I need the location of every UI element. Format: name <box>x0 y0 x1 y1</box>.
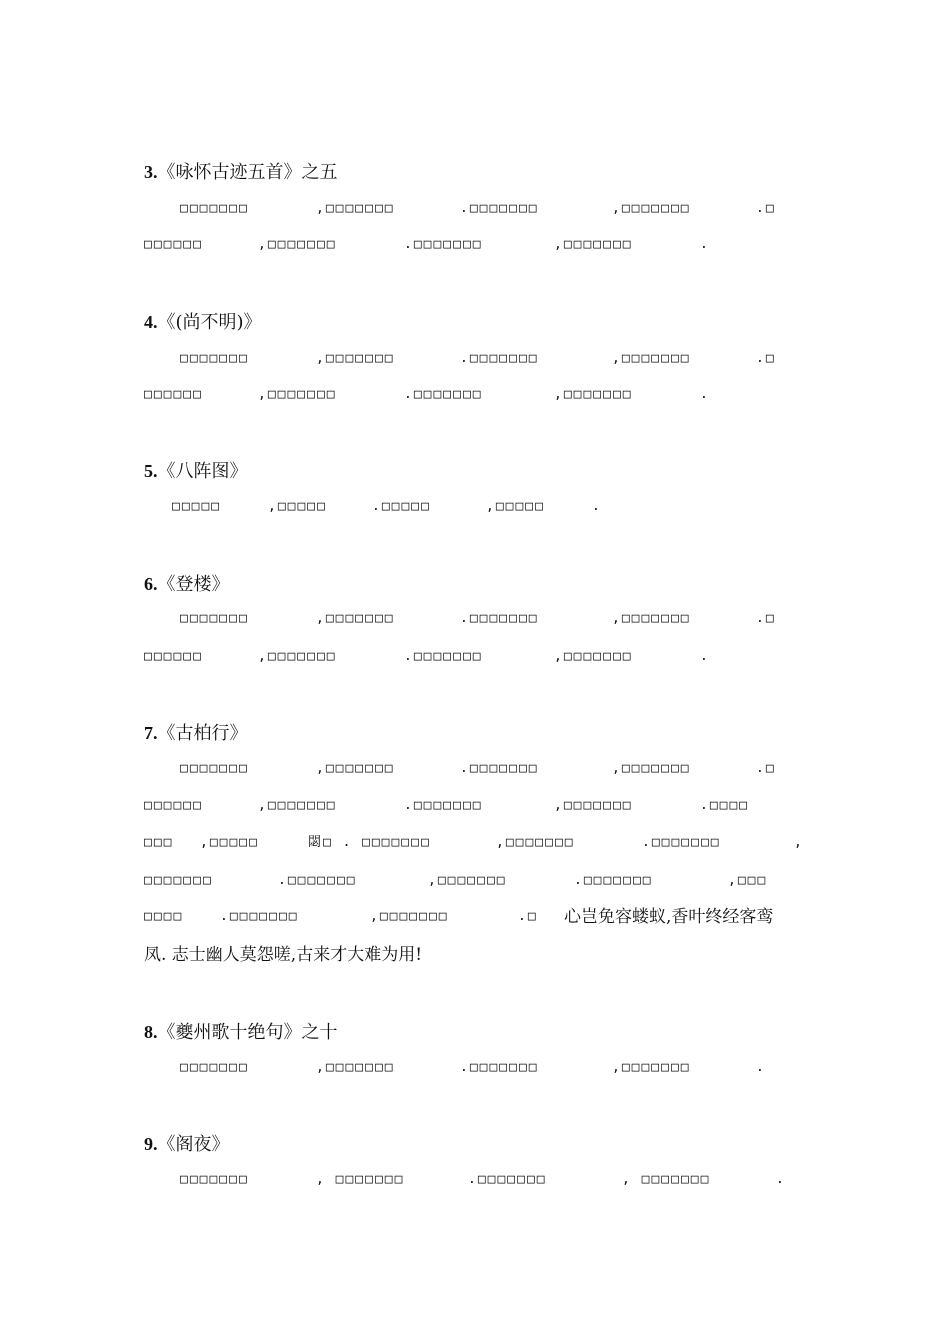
line-segment: ,□□□□□□□ <box>316 201 395 216</box>
line-segment: ,□□□□□ <box>268 499 327 514</box>
section-title <box>144 158 338 184</box>
line-segment: 閟□ . <box>308 835 353 850</box>
poem-line <box>144 832 804 854</box>
section-title <box>144 457 248 483</box>
section-title <box>144 719 248 745</box>
line-segment: . <box>700 387 710 402</box>
line-segment: ,□□□□□□□ <box>258 387 337 402</box>
line-segment: .□□□□□□□ <box>460 201 539 216</box>
line-segment: ,□□□□□□□ <box>612 611 691 626</box>
line-segment: □□□□□□ <box>144 798 203 813</box>
line-segment: .□□□□□□□ <box>278 873 357 888</box>
line-segment: .□□□□□□□ <box>468 1172 547 1187</box>
line-segment-text: 心岂免容蝼蚁,香叶终经客鸾 <box>564 907 774 927</box>
line-segment: ,□□□□□□□ <box>612 351 691 366</box>
line-segment: .□□□□□□□ <box>460 761 539 776</box>
line-segment: □□□□□□□ <box>180 201 249 216</box>
line-segment: .□□□□□□□ <box>642 835 721 850</box>
line-segment: ,□□□□□□□ <box>316 351 395 366</box>
section-number: 3. <box>144 162 158 182</box>
line-segment: ,□□□□□□□ <box>554 649 633 664</box>
poem-line <box>144 234 804 256</box>
line-segment: .□ <box>756 611 776 626</box>
line-segment: □□□ <box>144 835 174 850</box>
section-title <box>144 308 262 334</box>
line-segment: □□□□□□□ <box>180 1060 249 1075</box>
line-segment: ,□□□□□□□ <box>554 237 633 252</box>
line-segment: .□□□□□□□ <box>404 237 483 252</box>
line-segment: □□□□□□□ <box>180 611 249 626</box>
section-number: 9. <box>144 1134 158 1154</box>
section-title <box>144 570 230 596</box>
line-segment: ,□□□□□□□ <box>316 1060 395 1075</box>
poem-line <box>144 870 804 892</box>
line-segment: .□□□□□□□ <box>460 351 539 366</box>
section-title <box>144 1018 338 1044</box>
line-segment: .□□□□□□□ <box>460 611 539 626</box>
line-segment: □□□□□□ <box>144 387 203 402</box>
line-segment: □□□□□□□ <box>180 761 249 776</box>
line-segment: .□ <box>756 761 776 776</box>
line-segment: ,□□□□□□□ <box>258 798 337 813</box>
line-segment: □□□□□□ <box>144 649 203 664</box>
line-segment: ,□□□□□□□ <box>258 237 337 252</box>
poem-title: 《古柏行》 <box>157 723 248 744</box>
line-segment: ,□□□□□□□ <box>612 201 691 216</box>
line-segment: .□□□□□□□ <box>404 387 483 402</box>
poem-line <box>144 198 804 220</box>
poem-line <box>144 496 804 518</box>
section-number: 6. <box>144 574 158 594</box>
line-segment: .□□□□□ <box>372 499 431 514</box>
poem-line <box>144 758 804 780</box>
line-segment: □□□□□□□ <box>180 1172 249 1187</box>
section-number: 5. <box>144 461 158 481</box>
poem-line <box>144 646 804 668</box>
line-segment: ,□□□ <box>728 873 768 888</box>
line-segment: □□□□□ <box>172 499 222 514</box>
line-segment: □□□□ <box>144 909 184 924</box>
line-segment: □□□□□□□ <box>362 835 431 850</box>
poem-line <box>144 384 804 406</box>
line-segment: □□□□□□ <box>144 237 203 252</box>
poem-title: 《阁夜》 <box>157 1134 230 1155</box>
section-title <box>144 1130 230 1156</box>
line-segment: .□□□□ <box>700 798 750 813</box>
line-segment: , □□□□□□□ <box>316 1172 405 1187</box>
line-segment: ,□□□□□□□ <box>496 835 575 850</box>
line-segment: ,□□□□□□□ <box>370 909 449 924</box>
line-segment: .□□□□□□□ <box>220 909 299 924</box>
section-number: 8. <box>144 1022 158 1042</box>
line-segment: .□ <box>756 201 776 216</box>
line-segment: .□□□□□□□ <box>460 1060 539 1075</box>
line-segment: □□□□□□□ <box>144 873 213 888</box>
poem-line <box>144 906 804 928</box>
line-segment: ,□□□□□□□ <box>316 611 395 626</box>
line-segment: ,□□□□□□□ <box>612 1060 691 1075</box>
section-number: 7. <box>144 723 158 743</box>
poem-line <box>144 1169 804 1191</box>
line-segment: . <box>776 1172 786 1187</box>
line-segment: . <box>700 649 710 664</box>
line-segment: .□ <box>518 909 538 924</box>
line-segment: , □□□□□□□ <box>622 1172 711 1187</box>
line-segment: ,□□□□□□□ <box>258 649 337 664</box>
poem-title: 《八阵图》 <box>157 461 248 482</box>
line-segment: . <box>592 499 602 514</box>
line-segment: .□ <box>756 351 776 366</box>
line-segment: .□□□□□□□ <box>574 873 653 888</box>
poem-title: 《(尚不明)》 <box>157 312 262 333</box>
poem-line: 凤. 志士幽人莫怨嗟,古来才大难为用! <box>144 945 423 965</box>
poem-title: 《登楼》 <box>157 574 230 595</box>
line-segment: ,□□□□□□□ <box>554 798 633 813</box>
line-segment: ,□□□□□□□ <box>554 387 633 402</box>
line-segment: . <box>756 1060 766 1075</box>
poem-title: 《夔州歌十绝句》之十 <box>157 1022 338 1043</box>
poem-line <box>144 795 804 817</box>
poem-title: 《咏怀古迹五首》之五 <box>157 162 338 183</box>
section-number: 4. <box>144 312 158 332</box>
line-segment: □□□□□□□ <box>180 351 249 366</box>
poem-line <box>144 1057 804 1079</box>
line-segment: .□□□□□□□ <box>404 798 483 813</box>
poem-line <box>144 608 804 630</box>
line-segment: ,□□□□□□□ <box>428 873 507 888</box>
line-segment: ,□□□□□□□ <box>612 761 691 776</box>
line-segment: ,□□□□□ <box>200 835 259 850</box>
line-segment: . <box>700 237 710 252</box>
line-segment: ,□□□□□□□ <box>316 761 395 776</box>
line-segment: ,□□□□□ <box>486 499 545 514</box>
line-segment: .□□□□□□□ <box>404 649 483 664</box>
line-segment: , <box>794 835 804 850</box>
poem-line <box>144 348 804 370</box>
